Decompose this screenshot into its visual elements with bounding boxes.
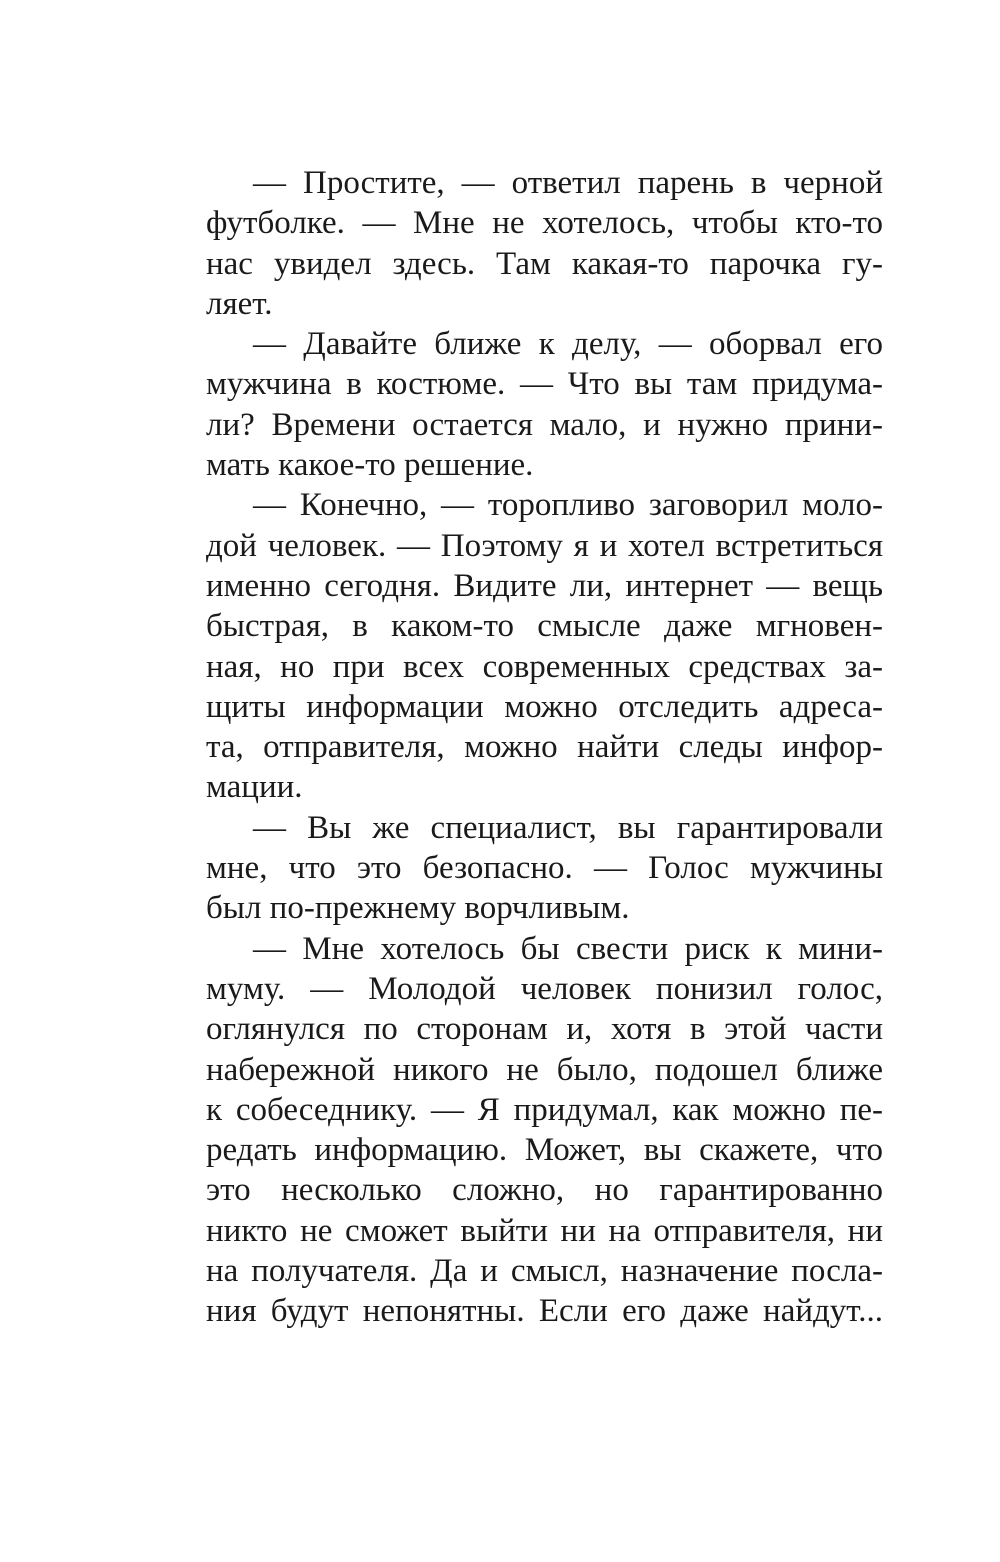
text-line: именно сегодня. Видите ли, интернет — вещь: [206, 567, 883, 604]
body-text: [206, 163, 883, 1332]
text-line: был по-прежнему ворчливым.: [206, 890, 630, 927]
text-line: редать информацию. Может, вы скажете, что: [206, 1132, 883, 1169]
text-line: мужчина в костюме. — Что вы там придума-: [206, 366, 883, 403]
text-line: муму. — Молодой человек понизил голос,: [206, 970, 883, 1007]
text-line: — Простите, — ответил парень в черной: [253, 165, 883, 201]
text-line: щиты информации можно отследить адреса-: [206, 688, 883, 725]
text-line: мации.: [206, 769, 303, 806]
text-line: — Мне хотелось бы свести риск к мини-: [253, 930, 883, 967]
text-line: — Давайте ближе к делу, — оборвал его: [253, 326, 883, 363]
text-line: нас увидел здесь. Там какая-то парочка гу-: [206, 245, 883, 282]
text-line: к собеседнику. — Я придумал, как можно пе-: [206, 1091, 883, 1128]
text-line: дой человек. — Поэтому я и хотел встретиться: [206, 527, 883, 564]
text-line: никто не сможет выйти ни на отправителя, ни: [206, 1212, 883, 1249]
text-line: набережной никого не было, подошел ближе: [206, 1051, 883, 1088]
text-line: футболке. — Мне не хотелось, чтобы кто-то: [206, 205, 883, 242]
text-line: ляет.: [206, 285, 273, 322]
paragraph-1: [206, 163, 883, 324]
text-line: на получателя. Да и смысл, назначение посла-: [206, 1253, 883, 1290]
text-line: ли? Времени остается мало, и нужно прини-: [206, 406, 883, 443]
text-line: оглянулся по сторонам и, хотя в этой части: [206, 1011, 883, 1048]
text-line: ная, но при всех современных средствах за-: [206, 648, 883, 685]
text-line: мать какое-то решение.: [206, 447, 534, 484]
text-line: это несколько сложно, но гарантированно: [206, 1172, 883, 1209]
text-line: та, отправителя, можно найти следы инфор-: [206, 729, 883, 766]
text-line: — Конечно, — торопливо заговорил моло-: [253, 487, 883, 524]
paragraph-4: [206, 808, 883, 929]
text-line: — Вы же специалист, вы гарантировали: [253, 809, 883, 846]
paragraph-5: [206, 929, 883, 1332]
paragraph-2: [206, 324, 883, 485]
text-line: быстрая, в каком-то смысле даже мгновен-: [206, 608, 883, 645]
paragraph-3: [206, 485, 883, 807]
text-line: мне, что это безопасно. — Голос мужчины: [206, 850, 883, 887]
text-line: ния будут непонятны. Если его даже найдут...: [206, 1293, 883, 1330]
